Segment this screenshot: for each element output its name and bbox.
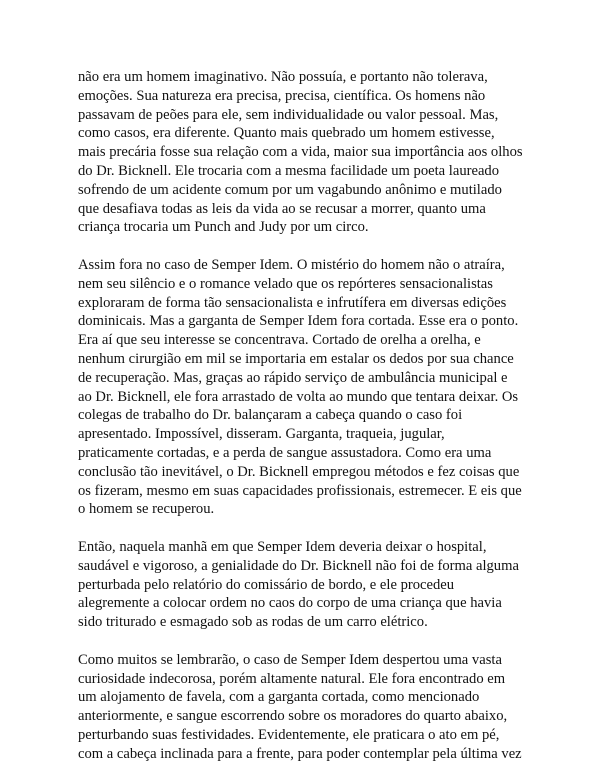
text-line: Era aí que seu interesse se concentrava. Cortado de orelha a orelha, e (78, 332, 481, 349)
text-line: nem seu silêncio e o romance velado que os repórteres sensacionalistas (78, 275, 493, 292)
text-line: um alojamento de favela, com a garganta cortada, como mencionado (78, 689, 480, 706)
text-line: alegremente a colocar ordem no caos do corpo de uma criança que havia (78, 595, 502, 612)
text-line: com a cabeça inclinada para a frente, para poder contemplar pela última vez (78, 745, 522, 762)
text-line: passavam de peões para ele, sem individualidade ou valor pessoal. Mas, (78, 106, 499, 123)
text-line: curiosidade indecorosa, porém altamente natural. Ele fora encontrado em (78, 670, 506, 687)
text-line: apresentado. Impossível, disseram. Garganta, traqueia, jugular, (78, 426, 445, 443)
text-line: exploraram de forma tão sensacionalista e infrutífera em diversas edições (78, 294, 507, 311)
text-line: colegas de trabalho do Dr. balançaram a cabeça quando o caso foi (78, 407, 463, 424)
text-line: que desafiava todas as leis da vida ao se recusar a morrer, quanto uma (78, 200, 486, 217)
paragraph (78, 256, 528, 519)
text-line: de recuperação. Mas, graças ao rápido serviço de ambulância municipal e (78, 369, 508, 386)
text-line: praticamente cortadas, e a perda de sangue assustadora. Como era uma (78, 444, 492, 461)
text-line: conclusão tão inevitável, o Dr. Bicknell empregou métodos e fez coisas que (78, 463, 520, 480)
text-line: Assim fora no caso de Semper Idem. O mistério do homem não o atraíra, (78, 256, 505, 273)
text-line: como casos, era diferente. Quanto mais quebrado um homem estivesse, (78, 125, 495, 142)
text-line: sofrendo de um acidente comum por um vagabundo anônimo e mutilado (78, 181, 502, 198)
text-line: do Dr. Bicknell. Ele trocaria com a mesma facilidade um poeta laureado (78, 162, 500, 179)
text-line: perturbando suas festividades. Evidentemente, ele praticara o ato em pé, (78, 726, 500, 743)
text-line: sido triturado e esmagado sob as rodas de um carro elétrico. (78, 614, 428, 631)
text-line: saudável e vigoroso, a genialidade do Dr. Bicknell não foi de forma alguma (78, 557, 519, 574)
text-line: perturbada pelo relatório do comissário de bordo, e ele procedeu (78, 576, 455, 593)
text-line: Então, naquela manhã em que Semper Idem deveria deixar o hospital, (78, 538, 487, 555)
text-line: dominicais. Mas a garganta de Semper Idem fora cortada. Esse era o ponto. (78, 313, 519, 330)
text-line: os fizeram, mesmo em suas capacidades profissionais, estremecer. E eis que (78, 482, 522, 499)
text-line: ao Dr. Bicknell, ele fora arrastado de volta ao mundo que tentara deixar. Os (78, 388, 519, 405)
text-line: mais precária fosse sua relação com a vida, maior sua importância aos olhos (78, 144, 523, 161)
paragraph (78, 651, 528, 764)
text-line: não era um homem imaginativo. Não possuía, e portanto não tolerava, (78, 69, 488, 85)
paragraph (78, 538, 528, 632)
paragraph (78, 68, 528, 237)
document-page (78, 68, 528, 782)
text-line: o homem se recuperou. (78, 501, 215, 518)
text-line: anteriormente, e sangue escorrendo sobre os moradores do quarto abaixo, (78, 708, 508, 725)
text-line: nenhum cirurgião em mil se importaria em estalar os dedos por sua chance (78, 350, 514, 367)
text-line: criança trocaria um Punch and Judy por um circo. (78, 219, 369, 236)
text-line: Como muitos se lembrarão, o caso de Semper Idem despertou uma vasta (78, 651, 502, 668)
text-line: emoções. Sua natureza era precisa, precisa, científica. Os homens não (78, 87, 486, 104)
